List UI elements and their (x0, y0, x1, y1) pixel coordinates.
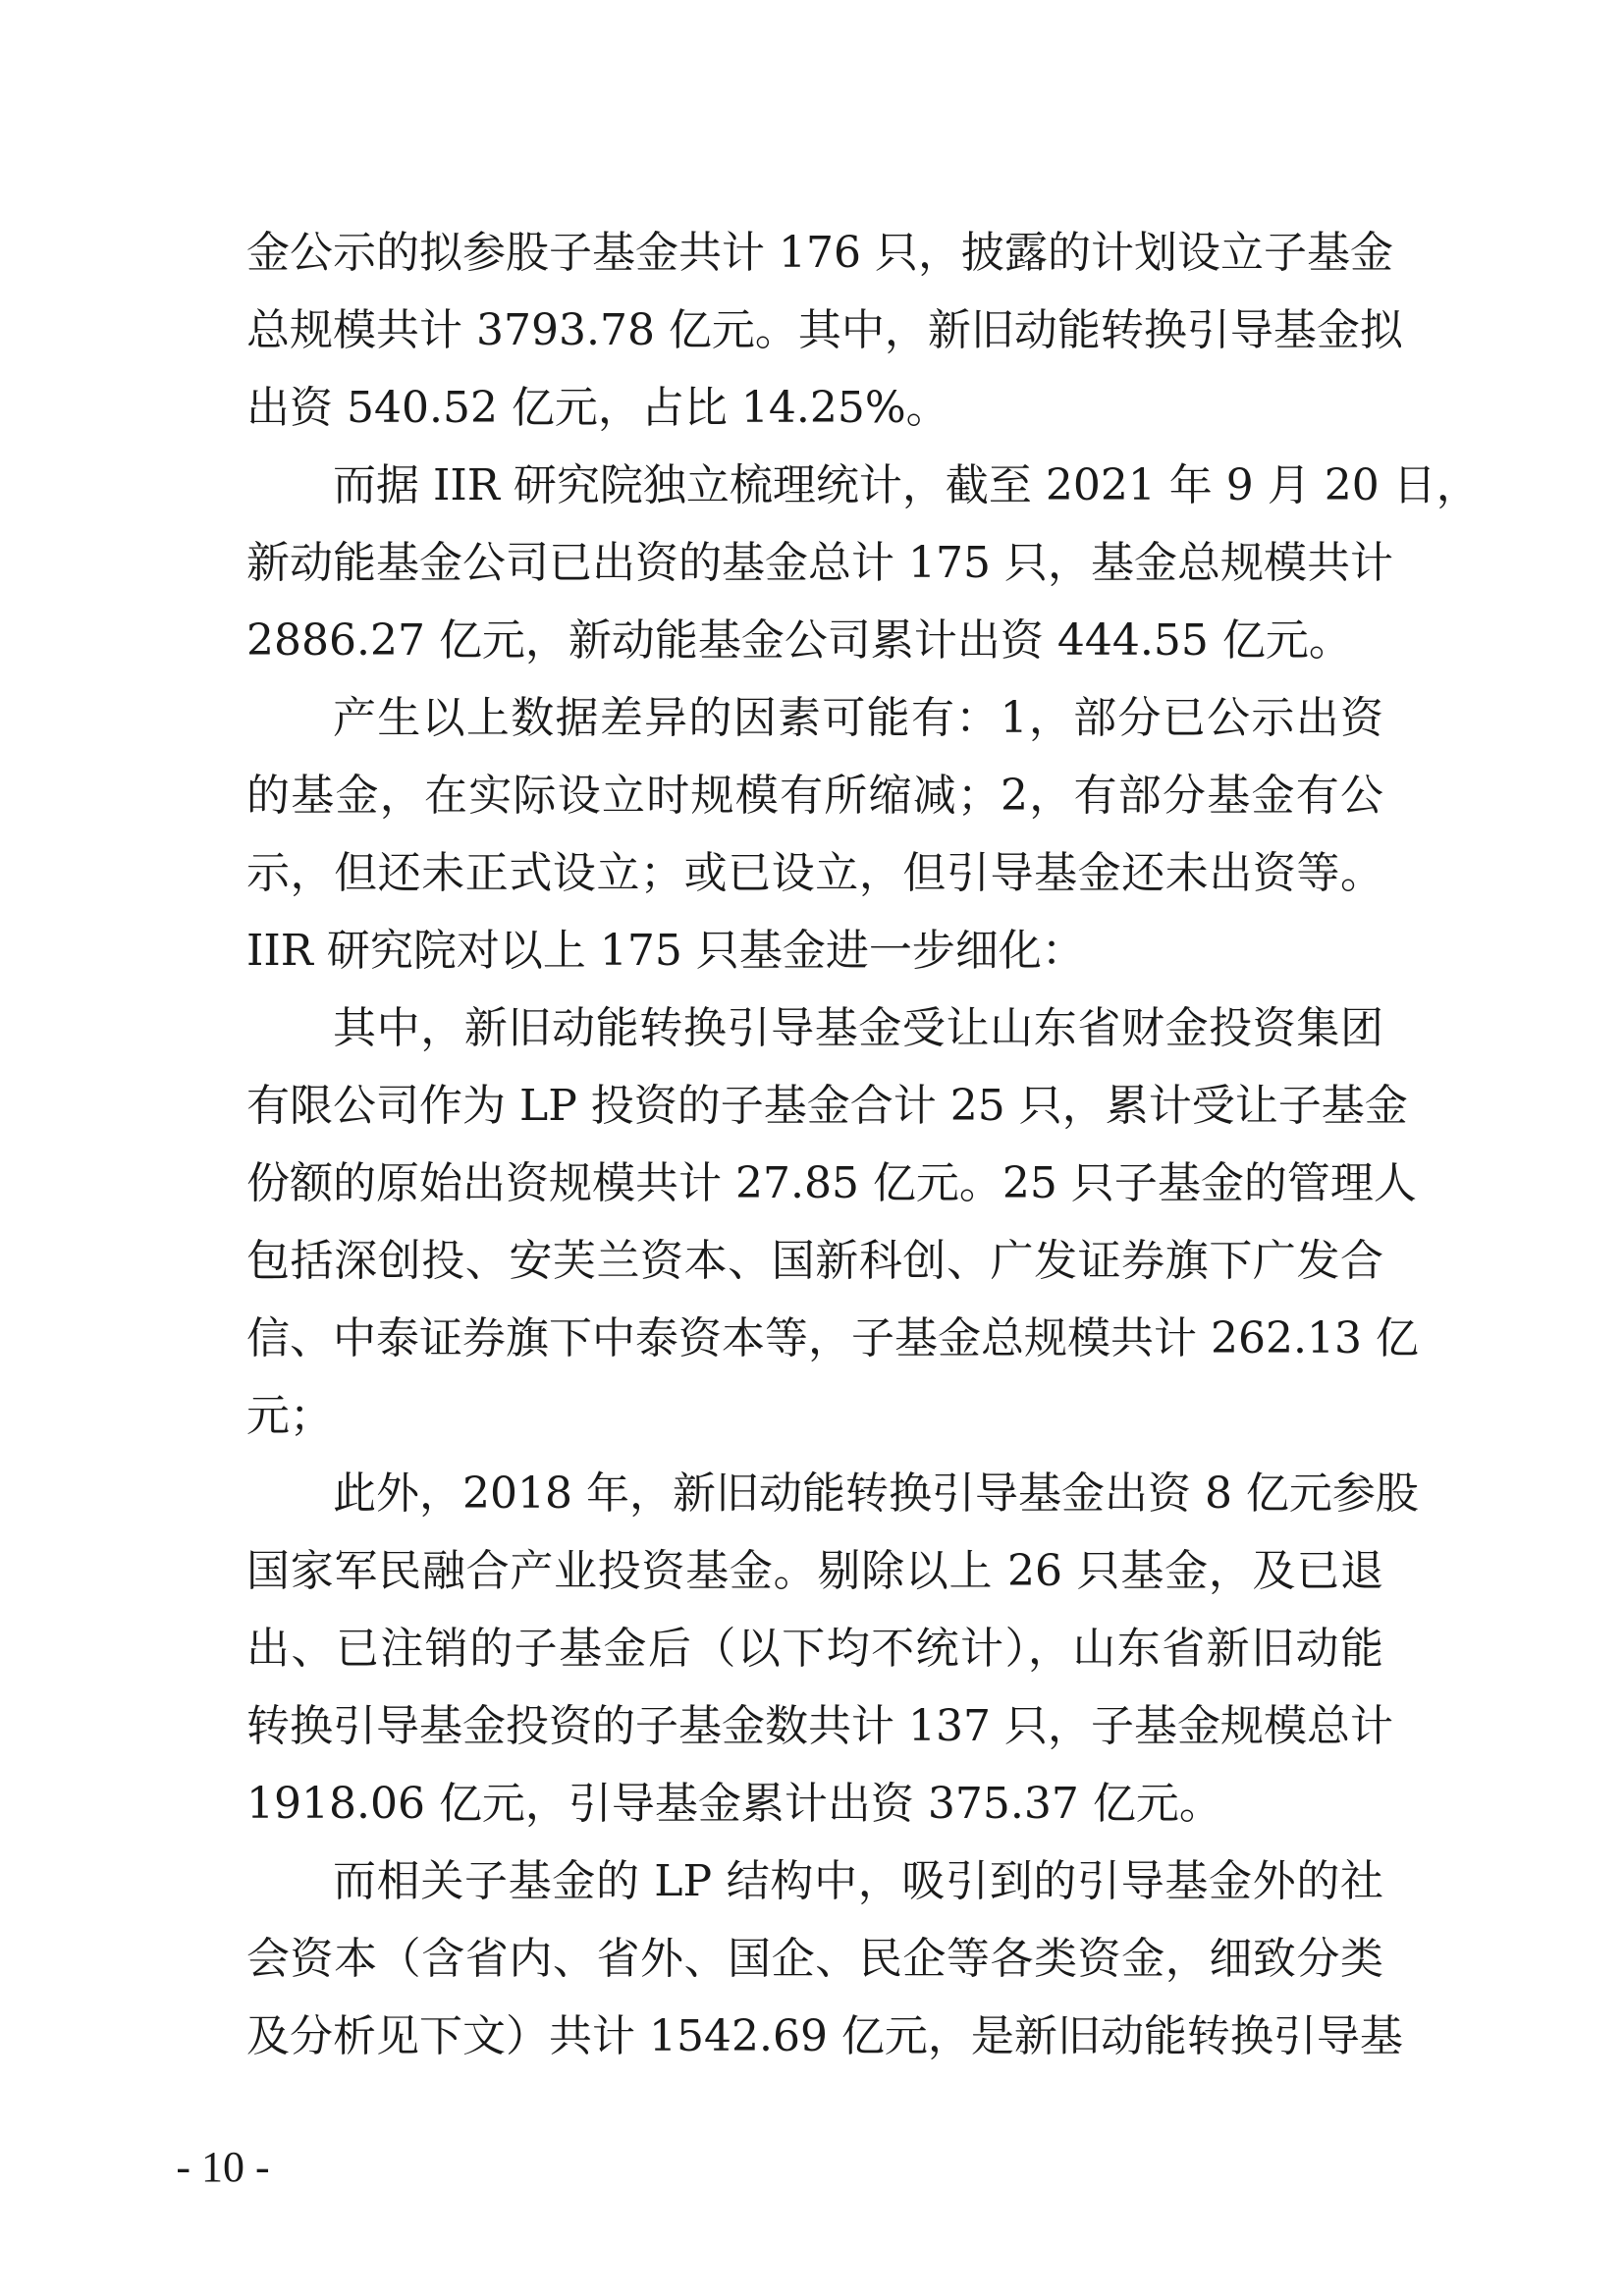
text-line: 及分析见下文）共计 1542.69 亿元，是新旧动能转换引导基 (246, 2011, 1403, 2061)
document-body (246, 214, 1480, 2075)
text-line: 产生以上数据差异的因素可能有：1，部分已公示出资 (333, 693, 1383, 743)
text-line: 出、已注销的子基金后（以下均不统计），山东省新旧动能 (246, 1624, 1383, 1674)
text-line: 元； (246, 1391, 333, 1441)
text-line: 示，但还未正式设立；或已设立，但引导基金还未出资等。 (246, 848, 1383, 898)
paragraph-6 (246, 1842, 1403, 2075)
text-line: 新动能基金公司已出资的基金总计 175 只，基金总规模共计 (246, 538, 1393, 588)
text-line: 金公示的拟参股子基金共计 176 只，披露的计划设立子基金 (246, 228, 1393, 278)
text-line: IIR 研究院对以上 175 只基金进一步细化： (246, 926, 1085, 976)
text-line: 2886.27 亿元，新动能基金公司累计出资 444.55 亿元。 (246, 615, 1352, 666)
text-line: 国家军民融合产业投资基金。剔除以上 26 只基金，及已退 (246, 1546, 1383, 1596)
text-line: 此外，2018 年，新旧动能转换引导基金出资 8 亿元参股 (333, 1468, 1419, 1519)
text-line: 的基金，在实际设立时规模有所缩减；2，有部分基金有公 (246, 771, 1383, 821)
text-line: 而相关子基金的 LP 结构中，吸引到的引导基金外的社 (333, 1856, 1383, 1906)
paragraph-2 (246, 447, 1480, 679)
text-line: 而据 IIR 研究院独立梳理统计，截至 2021 年 9 月 20 日， (333, 460, 1480, 510)
paragraph-3 (246, 679, 1383, 989)
text-line: 份额的原始出资规模共计 27.85 亿元。25 只子基金的管理人 (246, 1158, 1417, 1208)
paragraph-4 (246, 989, 1419, 1455)
text-line: 会资本（含省内、省外、国企、民企等各类资金，细致分类 (246, 1934, 1383, 1984)
page-number: - 10 - (176, 2143, 270, 2191)
text-line: 总规模共计 3793.78 亿元。其中，新旧动能转换引导基金拟 (246, 305, 1403, 355)
text-line: 有限公司作为 LP 投资的子基金合计 25 只，累计受让子基金 (246, 1081, 1408, 1131)
paragraph-5 (246, 1455, 1419, 1842)
paragraph-1 (246, 214, 1403, 447)
text-line: 出资 540.52 亿元，占比 14.25%。 (246, 383, 949, 433)
text-line: 1918.06 亿元，引导基金累计出资 375.37 亿元。 (246, 1779, 1222, 1829)
text-line: 其中，新旧动能转换引导基金受让山东省财金投资集团 (333, 1003, 1383, 1053)
text-line: 信、中泰证券旗下中泰资本等，子基金总规模共计 262.13 亿 (246, 1313, 1419, 1363)
text-line: 转换引导基金投资的子基金数共计 137 只，子基金规模总计 (246, 1701, 1393, 1751)
text-line: 包括深创投、安芙兰资本、国新科创、广发证券旗下广发合 (246, 1236, 1383, 1286)
